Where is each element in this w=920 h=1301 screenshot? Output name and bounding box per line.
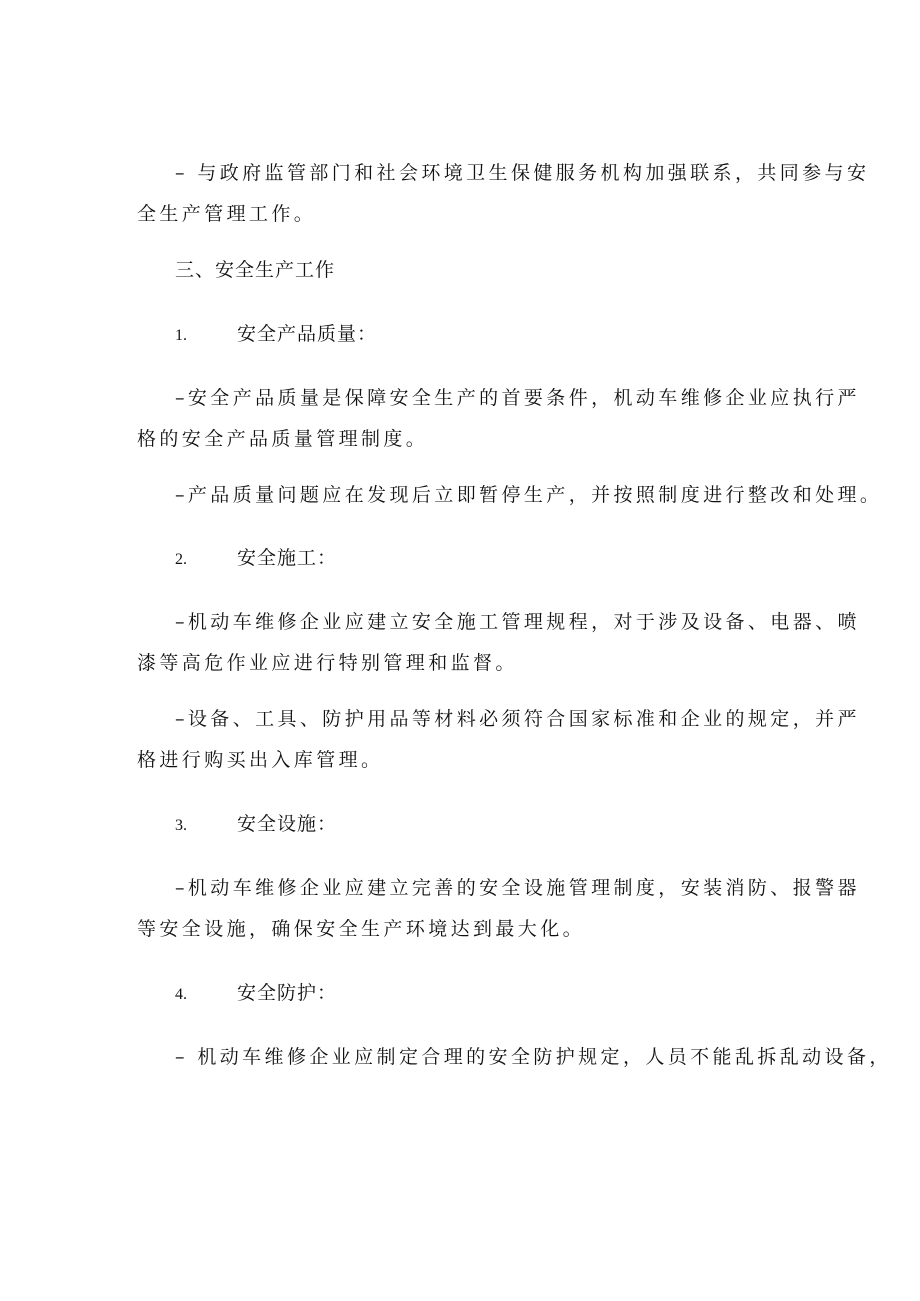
item-title: 安全设施： xyxy=(237,813,338,835)
item-2-paragraph-2-line-1: –设备、工具、防护用品等材料必须符合国家标准和企业的规定，并严 xyxy=(175,708,860,730)
item-2-paragraph-2-line-2: 格进行购买出入库管理。 xyxy=(137,749,384,771)
intro-paragraph-line-2: 全生产管理工作。 xyxy=(137,203,317,225)
item-number: 1. xyxy=(175,327,187,344)
item-heading-2 xyxy=(175,546,337,572)
item-4-paragraph-1-line-1: – 机动车维修企业应制定合理的安全防护规定，人员不能乱拆乱动设备， xyxy=(175,1046,892,1068)
item-1-paragraph-1-line-1: –安全产品质量是保障安全生产的首要条件，机动车维修企业应执行严 xyxy=(175,387,860,409)
item-title: 安全防护： xyxy=(237,982,338,1004)
item-title: 安全施工： xyxy=(237,547,338,569)
item-number: 3. xyxy=(175,817,187,834)
item-1-paragraph-2-line-1: –产品质量问题应在发现后立即暂停生产，并按照制度进行整改和处理。 xyxy=(175,484,883,506)
item-heading-3 xyxy=(175,812,337,838)
item-number: 2. xyxy=(175,551,187,568)
item-3-paragraph-1-line-2: 等安全设施，确保安全生产环境达到最大化。 xyxy=(137,918,586,940)
item-2-paragraph-1-line-1: –机动车维修企业应建立安全施工管理规程，对于涉及设备、电器、喷 xyxy=(175,611,860,633)
item-number: 4. xyxy=(175,986,187,1003)
section-heading: 三、安全生产工作 xyxy=(175,259,336,281)
item-heading-1 xyxy=(175,322,377,348)
item-2-paragraph-1-line-2: 漆等高危作业应进行特别管理和监督。 xyxy=(137,652,518,674)
item-3-paragraph-1-line-1: –机动车维修企业应建立完善的安全设施管理制度，安装消防、报警器 xyxy=(175,877,860,899)
item-title: 安全产品质量： xyxy=(237,323,378,345)
item-1-paragraph-1-line-2: 格的安全产品质量管理制度。 xyxy=(137,428,429,450)
intro-paragraph-line-1: – 与政府监管部门和社会环境卫生保健服务机构加强联系，共同参与安 xyxy=(175,162,870,184)
item-heading-4 xyxy=(175,981,337,1007)
